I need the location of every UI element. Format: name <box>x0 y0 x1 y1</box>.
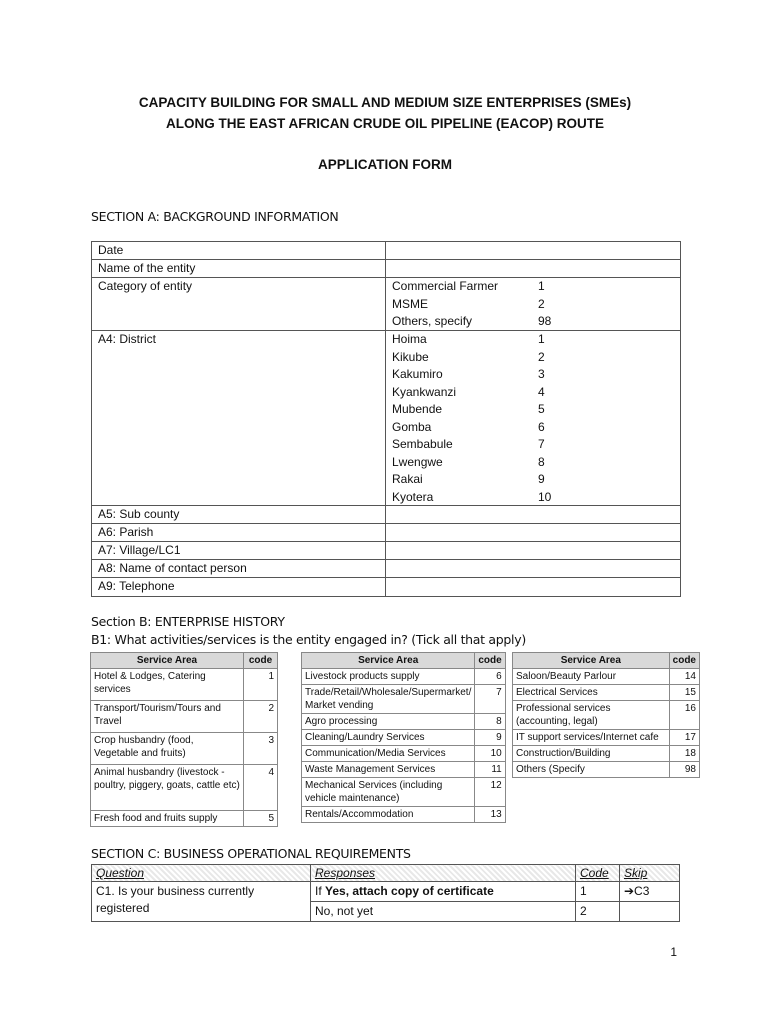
parish-row <box>92 524 680 542</box>
contact-field[interactable] <box>386 560 679 577</box>
district-option[interactable]: Kyankwanzi <box>392 384 457 399</box>
service-label: Cleaning/Laundry Services <box>302 730 475 746</box>
table-row[interactable] <box>302 778 506 807</box>
table-row[interactable] <box>302 730 506 746</box>
district-code: 9 <box>538 472 545 486</box>
category-code: 98 <box>538 314 552 328</box>
district-codes <box>538 331 551 506</box>
skip-header: Skip <box>620 865 680 882</box>
service-label: Agro processing <box>302 714 475 730</box>
response-yes[interactable] <box>311 882 576 902</box>
service-code: 12 <box>475 778 505 807</box>
subcounty-row <box>92 506 680 524</box>
table-row[interactable] <box>513 730 700 746</box>
services-table-3 <box>512 652 700 778</box>
district-option[interactable]: Lwengwe <box>392 454 443 469</box>
parish-field[interactable] <box>386 524 679 541</box>
service-label: Animal husbandry (livestock - poultry, piggery, goats, cattle etc) <box>91 765 244 811</box>
response-yes-text: Yes, attach copy of certificate <box>325 884 494 898</box>
district-code: 2 <box>538 349 545 364</box>
category-option[interactable]: Commercial Farmer <box>392 279 499 293</box>
telephone-field[interactable] <box>386 578 679 595</box>
form-title: APPLICATION FORM <box>318 157 452 172</box>
service-code: 98 <box>669 762 699 778</box>
district-code: 1 <box>538 332 545 346</box>
category-label: Category of entity <box>98 279 193 293</box>
village-field[interactable] <box>386 542 679 559</box>
section-c-heading: SECTION C: BUSINESS OPERATIONAL REQUIREMENTS <box>91 846 411 861</box>
category-code: 1 <box>538 279 545 293</box>
response-no[interactable]: No, not yet <box>311 902 576 922</box>
contact-row <box>92 560 680 578</box>
service-label: Waste Management Services <box>302 762 475 778</box>
district-code: 6 <box>538 419 545 434</box>
service-code: 14 <box>669 669 699 685</box>
service-code: 6 <box>475 669 505 685</box>
category-option[interactable]: Others, specify <box>392 314 473 328</box>
service-code: 7 <box>475 685 505 714</box>
service-label: Livestock products supply <box>302 669 475 685</box>
category-option[interactable]: MSME <box>392 296 428 311</box>
service-code: 15 <box>669 685 699 701</box>
category-options <box>392 278 498 331</box>
table-row[interactable] <box>513 701 700 730</box>
district-code: 7 <box>538 437 545 451</box>
service-code: 9 <box>475 730 505 746</box>
services-table-1 <box>90 652 278 827</box>
services-table-2 <box>301 652 506 823</box>
service-label: Rentals/Accommodation <box>302 807 475 823</box>
service-code: 13 <box>475 807 505 823</box>
date-row <box>92 242 680 260</box>
entity-row <box>92 260 680 278</box>
entity-name-label: Name of the entity <box>98 261 196 275</box>
table-row[interactable] <box>513 669 700 685</box>
district-option[interactable]: Rakai <box>392 472 423 486</box>
service-label: Electrical Services <box>513 685 670 701</box>
district-row <box>92 331 680 506</box>
responses-header: Responses <box>311 865 576 882</box>
table-row[interactable] <box>91 669 278 701</box>
service-code: 11 <box>475 762 505 778</box>
parish-label: A6: Parish <box>98 525 154 539</box>
service-label: Mechanical Services (including vehicle maintenance) <box>302 778 475 807</box>
response-yes-prefix: If <box>315 884 326 898</box>
service-label: Professional services (accounting, legal) <box>513 701 670 730</box>
service-label: Construction/Building <box>513 746 670 762</box>
service-code: 1 <box>244 669 278 701</box>
category-row <box>92 278 680 331</box>
service-code: 18 <box>669 746 699 762</box>
section-b-heading: Section B: ENTERPRISE HISTORY <box>91 614 285 629</box>
category-codes <box>538 278 551 331</box>
service-code: 4 <box>244 765 278 811</box>
district-option[interactable]: Kikube <box>392 349 429 364</box>
table-row[interactable] <box>302 685 506 714</box>
table-row[interactable] <box>302 762 506 778</box>
service-label: Crop husbandry (food, Vegetable and fruits) <box>91 733 244 765</box>
table-row[interactable] <box>91 733 278 765</box>
table-row[interactable] <box>91 811 278 827</box>
district-option[interactable]: Hoima <box>392 332 427 346</box>
code-header: code <box>475 653 505 669</box>
table-row[interactable] <box>91 701 278 733</box>
page-number: 1 <box>670 945 677 959</box>
service-area-header: Service Area <box>513 653 670 669</box>
district-code: 8 <box>538 454 545 469</box>
service-area-header: Service Area <box>302 653 475 669</box>
category-code: 2 <box>538 296 545 311</box>
district-option[interactable]: Sembabule <box>392 437 453 451</box>
question-header: Question <box>92 865 311 882</box>
telephone-label: A9: Telephone <box>98 579 175 593</box>
code-header: Code <box>576 865 620 882</box>
contact-label: A8: Name of contact person <box>98 561 247 575</box>
service-code: 17 <box>669 730 699 746</box>
district-code: 4 <box>538 384 545 399</box>
service-code: 8 <box>475 714 505 730</box>
service-label: Hotel & Lodges, Catering services <box>91 669 244 701</box>
skip-c3: ➔C3 <box>620 882 680 902</box>
district-code: 5 <box>538 402 545 416</box>
code-header: code <box>669 653 699 669</box>
subcounty-label: A5: Sub county <box>98 507 180 521</box>
service-label: IT support services/Internet cafe <box>513 730 670 746</box>
district-code: 10 <box>538 489 552 504</box>
table-row[interactable] <box>302 746 506 762</box>
table-row[interactable] <box>302 669 506 685</box>
document-title-line-1: CAPACITY BUILDING FOR SMALL AND MEDIUM SIZE ENTERPRISES (SMEs) <box>138 95 632 110</box>
section-b-question: B1: What activities/services is the entity engaged in? (Tick all that apply) <box>91 632 526 647</box>
service-code: 3 <box>244 733 278 765</box>
date-field[interactable] <box>386 242 679 259</box>
section-a-heading: SECTION A: BACKGROUND INFORMATION <box>91 209 339 224</box>
code-yes: 1 <box>576 882 620 902</box>
background-info-table <box>91 241 681 597</box>
table-row[interactable] <box>91 765 278 811</box>
service-label: Trade/Retail/Wholesale/Supermarket/ Market vending <box>302 685 475 714</box>
district-option[interactable]: Mubende <box>392 402 443 416</box>
district-options <box>392 331 456 506</box>
entity-name-field[interactable] <box>386 260 679 277</box>
district-label: A4: District <box>98 332 157 346</box>
service-label: Others (Specify <box>513 762 670 778</box>
service-code: 5 <box>244 811 278 827</box>
code-no: 2 <box>576 902 620 922</box>
district-option[interactable]: Kyotera <box>392 489 434 504</box>
table-row[interactable] <box>302 714 506 730</box>
service-label: Saloon/Beauty Parlour <box>513 669 670 685</box>
service-code: 16 <box>669 701 699 730</box>
table-row[interactable] <box>302 807 506 823</box>
question-c1: C1. Is your business currently registered <box>92 882 311 922</box>
skip-empty <box>620 902 680 922</box>
village-row <box>92 542 680 560</box>
table-row[interactable] <box>513 746 700 762</box>
service-area-header: Service Area <box>91 653 244 669</box>
table-row[interactable] <box>513 762 700 778</box>
code-header: code <box>244 653 278 669</box>
subcounty-field[interactable] <box>386 506 679 523</box>
service-label: Communication/Media Services <box>302 746 475 762</box>
village-label: A7: Village/LC1 <box>98 543 181 557</box>
service-code: 2 <box>244 701 278 733</box>
district-option[interactable]: Gomba <box>392 419 432 434</box>
service-code: 10 <box>475 746 505 762</box>
service-label: Fresh food and fruits supply <box>91 811 244 827</box>
service-label: Transport/Tourism/Tours and Travel <box>91 701 244 733</box>
date-label: Date <box>98 243 124 257</box>
district-option[interactable]: Kakumiro <box>392 367 443 381</box>
table-row[interactable] <box>513 685 700 701</box>
operational-requirements-table <box>91 864 680 922</box>
district-code: 3 <box>538 367 545 381</box>
document-title-line-2: ALONG THE EAST AFRICAN CRUDE OIL PIPELINE (EACOP) ROUTE <box>165 116 605 131</box>
telephone-row <box>92 578 680 596</box>
